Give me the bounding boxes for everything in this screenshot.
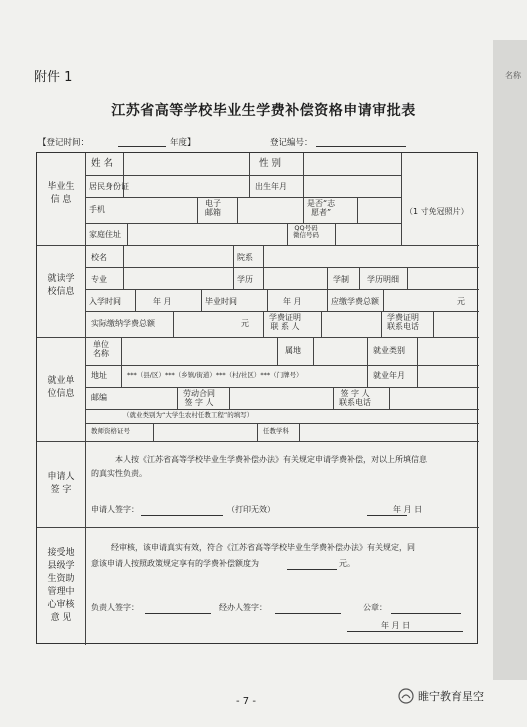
label-subject: 任教学科 <box>263 427 289 435</box>
label-name: 姓 名 <box>91 158 114 169</box>
review-statement-2: 意该申请人按照政策规定享有的学费补偿额度为 <box>91 559 259 568</box>
label-system: 学制 <box>333 275 349 284</box>
due-yuan: 元 <box>457 297 465 306</box>
watermark-text: 睢宁教育星空 <box>418 690 484 703</box>
amount-line <box>287 569 337 570</box>
apply-date-line <box>367 515 407 516</box>
label-due-tuition: 应缴学费总额 <box>331 297 379 306</box>
application-form-table <box>36 152 478 644</box>
label-belong: 属地 <box>285 346 301 355</box>
label-enroll-time: 入学时间 <box>89 297 121 306</box>
label-staff-sign: 经办人签字： <box>219 603 267 612</box>
label-teacher-cert: 教师资格证号 <box>91 427 130 435</box>
form-title: 江苏省高等学校毕业生学费补偿资格申请审批表 <box>111 103 416 119</box>
seal-line <box>391 613 461 614</box>
register-time-line <box>118 146 166 147</box>
label-gender: 性 别 <box>259 158 282 169</box>
review-date: 年 月 日 <box>381 621 411 630</box>
section-review: 接受地 县级学 生资助 管理中 心审核 意 见 <box>47 548 75 624</box>
label-birth: 出生年月 <box>255 182 287 191</box>
label-grad-time: 毕业时间 <box>205 297 237 306</box>
watermark <box>398 688 484 704</box>
label-school: 校名 <box>91 253 107 262</box>
label-cert-tel: 学费证明 联系电话 <box>387 313 419 332</box>
register-time: 【登记时间： <box>38 138 90 148</box>
wechat-icon <box>398 688 414 704</box>
label-head-sign: 负责人签字： <box>91 603 139 612</box>
section-graduate: 毕业生 信 息 <box>47 182 75 205</box>
adjacent-page-shadow <box>493 40 527 680</box>
label-cert-contact: 学费证明 联 系 人 <box>269 313 301 332</box>
photo-placeholder: （1 寸免冠照片） <box>405 207 469 216</box>
label-employment-date: 就业年月 <box>373 371 405 380</box>
label-postcode: 邮编 <box>91 393 107 402</box>
applicant-statement-2: 的真实性负责。 <box>91 469 147 478</box>
applicant-sign-line <box>141 515 223 516</box>
label-degree-proof: 学历明细 <box>367 275 399 284</box>
label-id-card: 居民身份证 <box>89 182 129 191</box>
label-employment-type: 就业类别 <box>373 346 405 355</box>
page-number: - 7 - <box>236 696 256 707</box>
shadow-tag: 名称 <box>505 71 521 80</box>
print-invalid-note: （打印无效） <box>227 505 275 514</box>
enroll-ym: 年 月 <box>153 297 172 306</box>
head-sign-line <box>145 613 211 614</box>
label-paid-tuition: 实际缴纳学费总额 <box>91 319 155 328</box>
section-applicant: 申请人 签 字 <box>47 472 75 495</box>
register-no: 登记编号： <box>270 138 313 148</box>
label-seal: 公章： <box>363 603 387 612</box>
label-qq-wechat: QQ号码 微信号码 <box>293 224 319 240</box>
annex-label: 附件 1 <box>34 70 73 85</box>
label-contract-signer: 劳动合同 签 字 人 <box>183 389 215 408</box>
label-address: 地址 <box>91 371 107 380</box>
label-volunteer: 是否“志 愿者” <box>307 199 336 218</box>
label-phone: 手机 <box>89 205 105 214</box>
staff-sign-line <box>275 613 341 614</box>
review-date-line <box>347 631 463 632</box>
address-format: ***（县/区）***（乡镇/街道）***（村/社区）***（门牌号） <box>127 371 303 379</box>
label-degree: 学历 <box>237 275 253 284</box>
label-major: 专业 <box>91 275 107 284</box>
review-yuan: 元。 <box>339 559 355 568</box>
label-signer-tel: 签 字 人 联系电话 <box>339 389 371 408</box>
register-no-line <box>316 146 406 147</box>
paid-yuan: 元 <box>241 319 249 328</box>
label-applicant-sign: 申请人签字： <box>91 505 139 514</box>
review-statement-1: 经审核，该申请真实有效，符合《江苏省高等学校毕业生学费补偿办法》有关规定，同 <box>111 543 415 552</box>
grad-ym: 年 月 <box>283 297 302 306</box>
rural-teaching-note: （就业类别为“大学生农村任教工程”的填写） <box>123 411 254 419</box>
label-department: 院系 <box>237 253 253 262</box>
section-school: 就读学 校信息 <box>47 274 75 297</box>
section-employer: 就业单 位信息 <box>47 376 75 399</box>
label-home-address: 家庭住址 <box>89 230 121 239</box>
register-year: 年度】 <box>170 138 196 148</box>
label-email: 电子 邮箱 <box>205 199 221 218</box>
applicant-statement-1: 本人按《江苏省高等学校毕业生学费补偿办法》有关规定申请学费补偿，对以上所填信息 <box>115 455 427 464</box>
applicant-date: 年 月 日 <box>393 505 423 514</box>
label-unit-name: 单位 名称 <box>93 340 109 359</box>
